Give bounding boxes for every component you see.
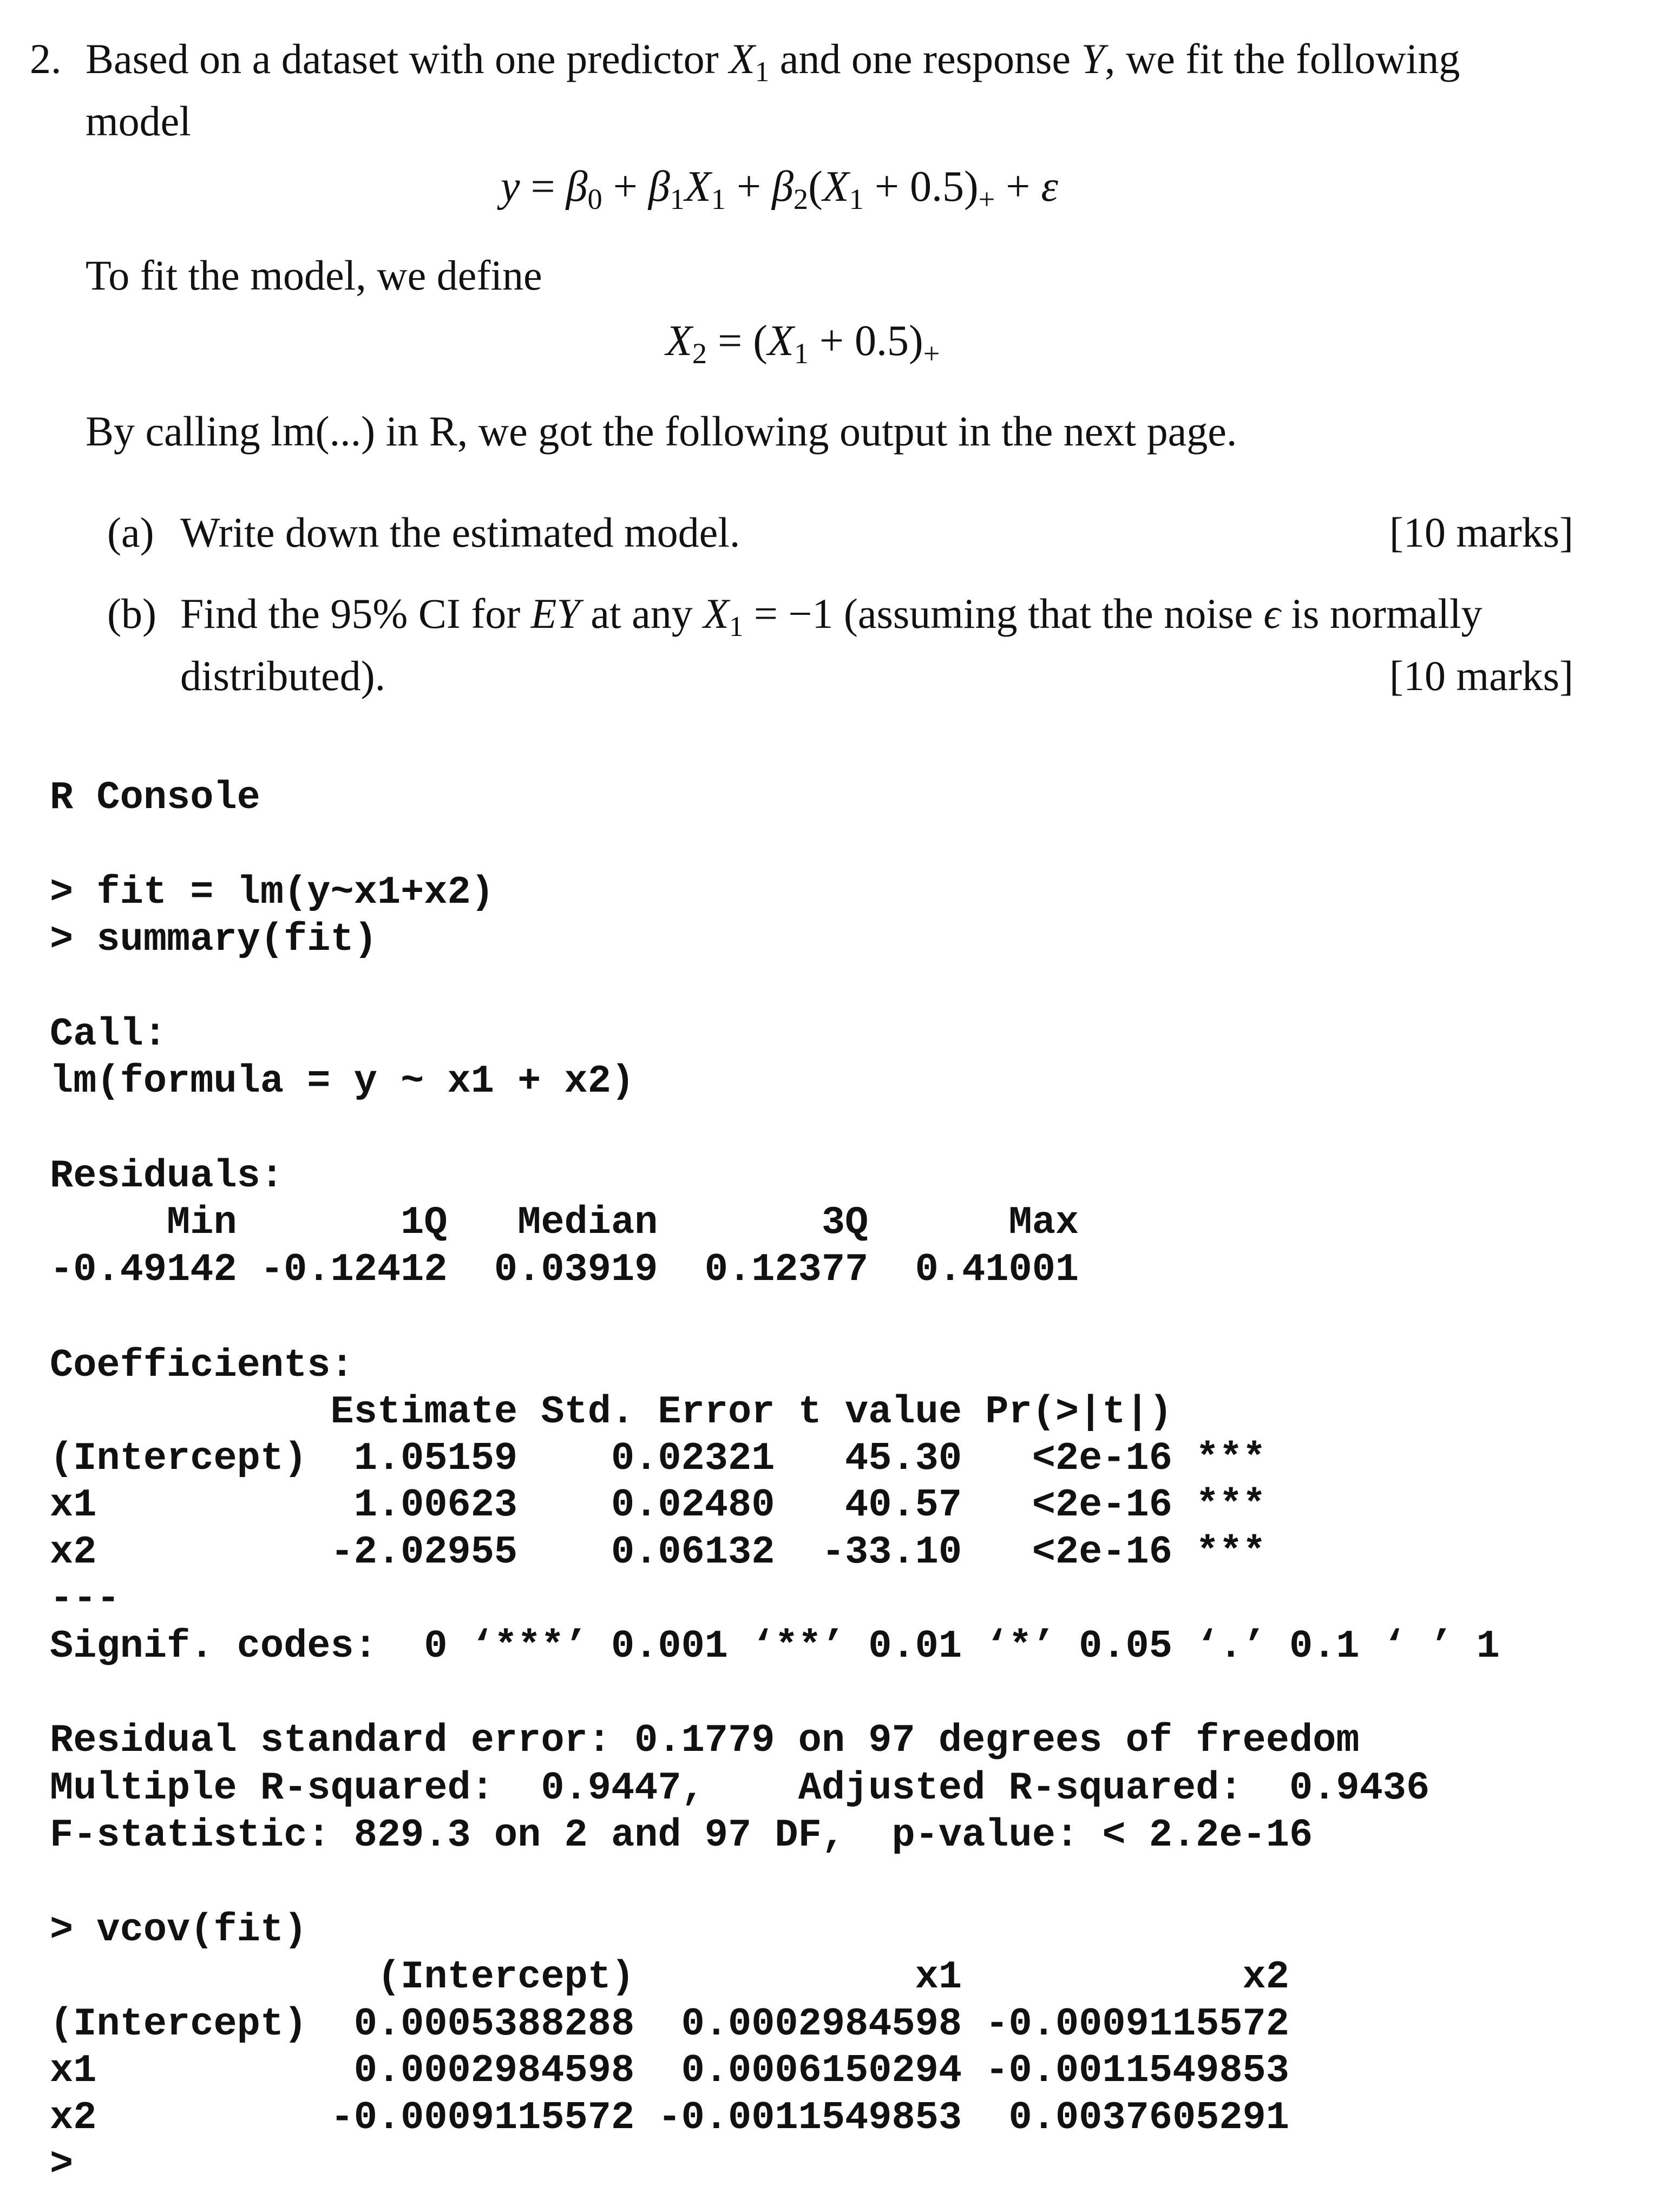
console-line: Coefficients:	[50, 1343, 354, 1388]
part-b-text-line2: distributed).	[180, 652, 386, 699]
console-line: Signif. codes: 0 ‘***’ 0.001 ‘**’ 0.01 ‘*’ 0.05 ‘.’ 0.1 ‘ ’ 1	[50, 1624, 1500, 1669]
console-line: (Intercept) 0.0005388288 0.0002984598 -0.0009115572	[50, 2002, 1289, 2046]
question-intro-line2: model	[86, 97, 191, 145]
console-line: lm(formula = y ~ x1 + x2)	[50, 1059, 635, 1104]
console-line: Estimate Std. Error t value Pr(>|t|)	[50, 1390, 1266, 1434]
console-line: (Intercept) 1.05159 0.02321 45.30 <2e-16 ***	[50, 1436, 1266, 1481]
console-line: x1 1.00623 0.02480 40.57 <2e-16 ***	[50, 1483, 1266, 1527]
console-line: (Intercept) x1 x2	[50, 1955, 1289, 1999]
part-b-label: (b)	[107, 590, 156, 637]
console-prompt: >	[50, 2142, 74, 2187]
part-b-text-line1: Find the 95% CI for EY at any $X_1 = -1$ (assuming that the noise ϵ is normally	[180, 590, 1483, 642]
part-a-label: (a)	[107, 509, 154, 556]
console-line: Residual standard error: 0.1779 on 97 degrees of freedom	[50, 1718, 1360, 1763]
console-line: x2 -2.02955 0.06132 -33.10 <2e-16 ***	[50, 1530, 1266, 1574]
part-b-marks: [10 marks]	[1389, 652, 1573, 699]
console-line: x1 0.0002984598 0.0006150294 -0.0011549853	[50, 2049, 1289, 2093]
console-title: R Console	[50, 776, 260, 820]
console-line: Call:	[50, 1012, 167, 1056]
console-line: x2 -0.0009115572 -0.0011549853 0.0037605291	[50, 2096, 1289, 2140]
question-intro-line1: Based on a dataset with one predictor $X_1$ and one response Y, we fit the following	[86, 35, 1460, 88]
define-equation: $X_2 = (X_1 + 0.5)_+$	[666, 317, 940, 370]
define-text: To fit the model, we define	[86, 252, 542, 299]
console-line: ---	[50, 1577, 120, 1621]
console-line: -0.49142 -0.12412 0.03919 0.12377 0.41001	[50, 1248, 1103, 1292]
part-a-text: Write down the estimated model.	[180, 509, 740, 556]
console-line: Min 1Q Median 3Q Max	[50, 1200, 1103, 1245]
console-line: Multiple R-squared: 0.9447, Adjusted R-squared: 0.9436	[50, 1766, 1453, 1810]
part-a-marks: [10 marks]	[1389, 509, 1573, 556]
question-number: 2.	[30, 35, 62, 82]
model-equation: $y = \beta_0 + \beta_1X_1 + \beta_2(X_1 + 0.5)_+ + \varepsilon$	[501, 163, 1058, 216]
console-line: > summary(fit)	[50, 917, 377, 962]
console-line: > fit = lm(y~x1+x2)	[50, 870, 494, 915]
console-line: F-statistic: 829.3 on 2 and 97 DF, p-value: < 2.2e-16	[50, 1813, 1313, 1857]
calling-text: By calling lm(...) in R, we got the following output in the next page.	[86, 408, 1237, 455]
console-line: > vcov(fit)	[50, 1908, 307, 1952]
console-line: Residuals:	[50, 1154, 284, 1198]
